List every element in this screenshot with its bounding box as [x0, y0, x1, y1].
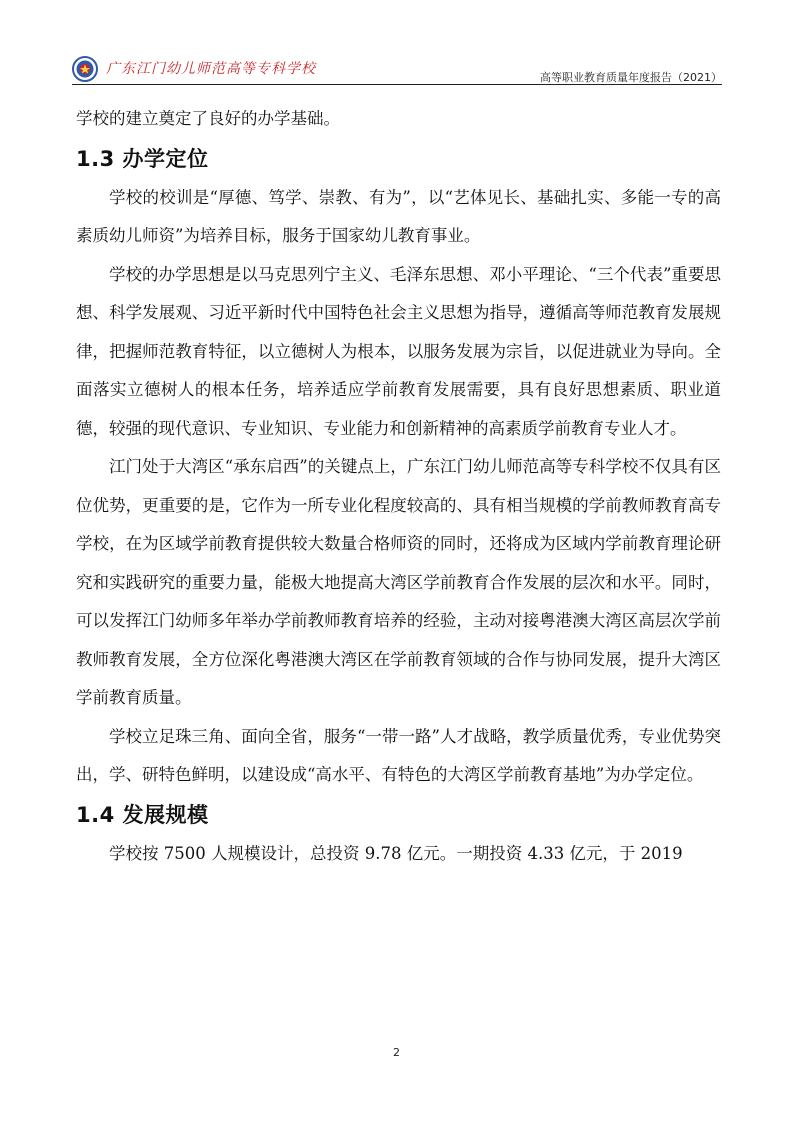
school-emblem-icon	[72, 56, 98, 82]
document-body	[76, 100, 721, 873]
section-heading: 1.3 办学定位	[76, 146, 209, 171]
paragraph: 江门处于大湾区“承东启西”的关键点上，广东江门幼儿师范高等专科学校不仅具有区位优势，更重要的是，它作为一所专业化程度较高的、具有相当规模的学前教师教育高专学校，在为区域学前教育提供较大数量合格师资的同时，还将成为区域内学前教育理论研究和实践研究的重要力量，能极大地提高大湾区学前教育合作发展的层次和水平。同时，可以发挥江门幼师多年举办学前教师教育培养的经验，主动对接粤港澳大湾区高层次学前教师教育发展，全方位深化粤港澳大湾区在学前教育领域的合作与协同发展，提升大湾区学前教育质量。	[76, 457, 721, 707]
report-title: 高等职业教育质量年度报告（2021）	[540, 71, 722, 84]
school-name-logo: 广东江门幼儿师范高等专科学校	[106, 61, 316, 77]
paragraph: 学校的校训是“厚德、笃学、崇教、有为”，以“艺体见长、基础扎实、多能一专的高素质幼儿师资”为培养目标，服务于国家幼儿教育事业。	[76, 187, 721, 245]
paragraph: 学校按 7500 人规模设计，总投资 9.78 亿元。一期投资 4.33 亿元，于 2019	[109, 843, 683, 863]
section-heading: 1.4 发展规模	[76, 802, 209, 827]
paragraph: 学校的建立奠定了良好的办学基础。	[76, 109, 340, 128]
page-number: 2	[393, 1046, 400, 1059]
paragraph: 学校立足珠三角、面向全省，服务“一带一路”人才战略，教学质量优秀，专业优势突出，学、研特色鲜明，以建设成“高水平、有特色的大湾区学前教育基地”为办学定位。	[76, 726, 721, 784]
header-divider	[72, 84, 722, 85]
page-header	[72, 52, 722, 86]
paragraph: 学校的办学思想是以马克思列宁主义、毛泽东思想、邓小平理论、“三个代表”重要思想、科学发展观、习近平新时代中国特色社会主义思想为指导，遵循高等师范教育发展规律，把握师范教育特征，以立德树人为根本，以服务发展为宗旨，以促进就业为导向。全面落实立德树人的根本任务，培养适应学前教育发展需要，具有良好思想素质、职业道德，较强的现代意识、专业知识、专业能力和创新精神的高素质学前教育专业人才。	[76, 264, 721, 438]
